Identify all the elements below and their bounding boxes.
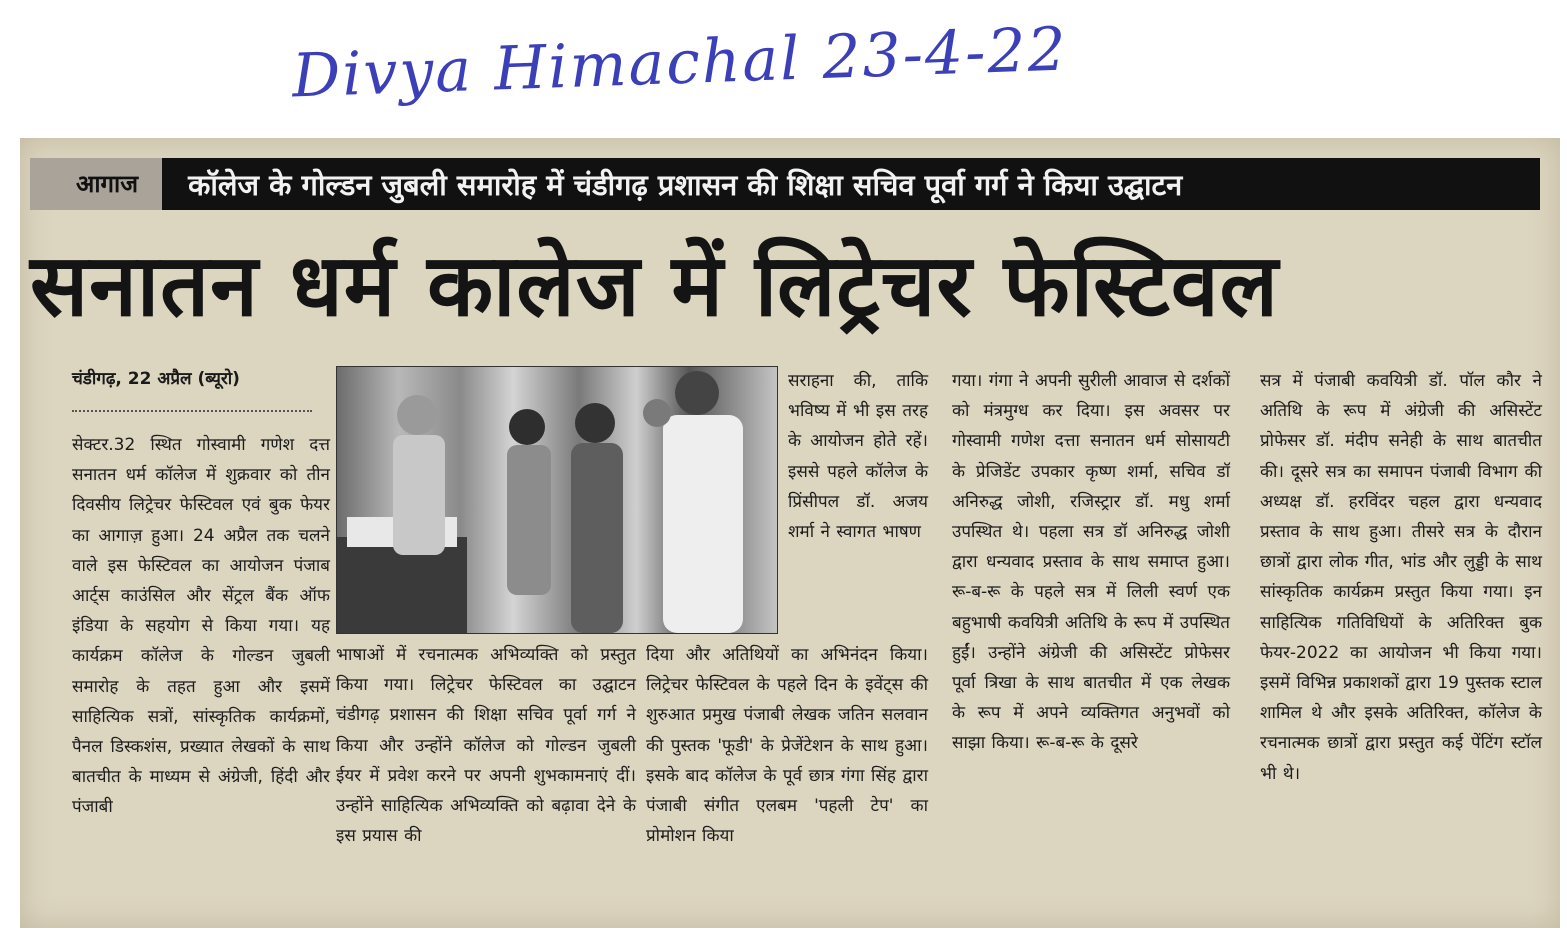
article-column-2: भाषाओं में रचनात्मक अभिव्यक्ति को प्रस्तुत किया गया। लिट्रेचर फेस्टिवल का उद्घाटन चंडीगढ़ प्रशासन की शिक्षा सचिव पूर्वा गर्ग ने किया और उन्होंने कॉलेज को गोल्डन जुबली ईयर में प्रवेश करने पर अपनी शुभकामनाएं दीं। उन्होंने साहित्यिक अभिव्यक्ति को बढ़ावा देने के इस प्रयास की bbox=[336, 645, 636, 847]
article-column-5: सत्र में पंजाबी कवयित्री डॉ. पॉल कौर ने अतिथि के रूप में अंग्रेजी की असिस्टेंट प्रोफेसर डॉ. मंदीप सनेही के साथ बातचीत की। दूसरे सत्र का समापन पंजाबी विभाग की अध्यक्ष डॉ. हरविंदर चहल द्वारा धन्यवाद प्रस्ताव के साथ हुआ। तीसरे सत्र के दौरान छात्रों द्वारा लोक गीत, भांड और लुड्डी के साथ सांस्कृतिक कार्यक्रम प्रस्तुत किया गया। इन साहित्यिक गतिविधियों के अतिरिक्त बुक फेयर-2022 का आयोजन भी किया गया। इसमें विभिन्न प्रकाशकों द्वारा 19 पुस्तक स्टाल शामिल थे और इसके अतिरिक्त, कॉलेज के रचनात्मक छात्रों द्वारा प्रस्तुत कई पेंटिंग स्टॉल भी थे। bbox=[1260, 371, 1542, 784]
kicker-text: कॉलेज के गोल्डन जुबली समारोह में चंडीगढ़ प्रशासन की शिक्षा सचिव पूर्वा गर्ग ने किया उद्घाटन bbox=[188, 167, 1183, 202]
article-column-3-top: सराहना की, ताकि भविष्य में भी इस तरह के आयोजन होते रहें। इससे पहले कॉलेज के प्रिंसीपल डॉ. अजय शर्मा ने स्वागत भाषण bbox=[788, 371, 928, 543]
news-photo bbox=[336, 366, 778, 634]
article-column-3-bottom: दिया और अतिथियों का अभिनंदन किया। लिट्रेचर फेस्टिवल के पहले दिन के इवेंट्स की शुरुआत प्रमुख पंजाबी लेखक जतिन सलवान की पुस्तक 'फूडी' के प्रेजेंटेशन के साथ हुआ। इसके बाद कॉलेज के पूर्व छात्र गंगा सिंह द्वारा पंजाबी संगीत एलबम 'पहली टेप' का प्रोमोशन किया bbox=[646, 645, 928, 847]
handwritten-source-note: Divya Himachal 23-4-22 bbox=[291, 14, 1069, 112]
kicker-strip bbox=[30, 158, 1540, 210]
headline: सनातन धर्म कालेज में लिट्रेचर फेस्टिवल bbox=[30, 236, 1279, 336]
dateline-rule bbox=[72, 410, 312, 412]
newspaper-clipping bbox=[20, 138, 1560, 928]
article-column-1: सेक्टर.32 स्थित गोस्वामी गणेश दत्त सनातन धर्म कॉलेज में शुक्रवार को तीन दिवसीय लिट्रेचर फेस्टिवल एवं बुक फेयर का आगाज़ हुआ। 24 अप्रैल तक चलने वाले इस फेस्टिवल का आयोजन पंजाब आर्ट्स काउंसिल और सेंट्रल बैंक ऑफ इंडिया के सहयोग से किया गया। यह कार्यक्रम कॉलेज के गोल्डन जुबली समारोह के तहत हुआ और इसमें साहित्यिक सत्रों, सांस्कृतिक कार्यक्रमों, पैनल डिस्कशंस, प्रख्यात लेखकों के साथ बातचीत के माध्यम से अंग्रेजी, हिंदी और पंजाबी bbox=[72, 435, 330, 818]
photo-figures bbox=[337, 367, 777, 633]
dateline: चंडीगढ़, 22 अप्रैल (ब्यूरो) bbox=[72, 369, 240, 389]
article-column-4: गया। गंगा ने अपनी सुरीली आवाज से दर्शकों को मंत्रमुग्ध कर दिया। इस अवसर पर गोस्वामी गणेश दत्ता सनातन धर्म सोसायटी के प्रेजिडेंट उपकार कृष्ण शर्मा, सचिव डॉ अनिरुद्ध जोशी, रजिस्ट्रार डॉ. मधु शर्मा उपस्थित थे। पहला सत्र डॉ अनिरुद्ध जोशी द्वारा धन्यवाद प्रस्ताव के साथ समाप्त हुआ। रू-ब-रू के पहले सत्र में लिली स्वर्ण एक बहुभाषी कवयित्री अतिथि के रूप में उपस्थित हुईं। उन्होंने अंग्रेजी की असिस्टेंट प्रोफेसर पूर्वा त्रिखा के साथ बातचीत में एक लेखक के रूप में अपने व्यक्तिगत अनुभवों को साझा किया। रू-ब-रू के दूसरे bbox=[952, 371, 1230, 754]
kicker-tag: आगाज bbox=[30, 158, 162, 210]
